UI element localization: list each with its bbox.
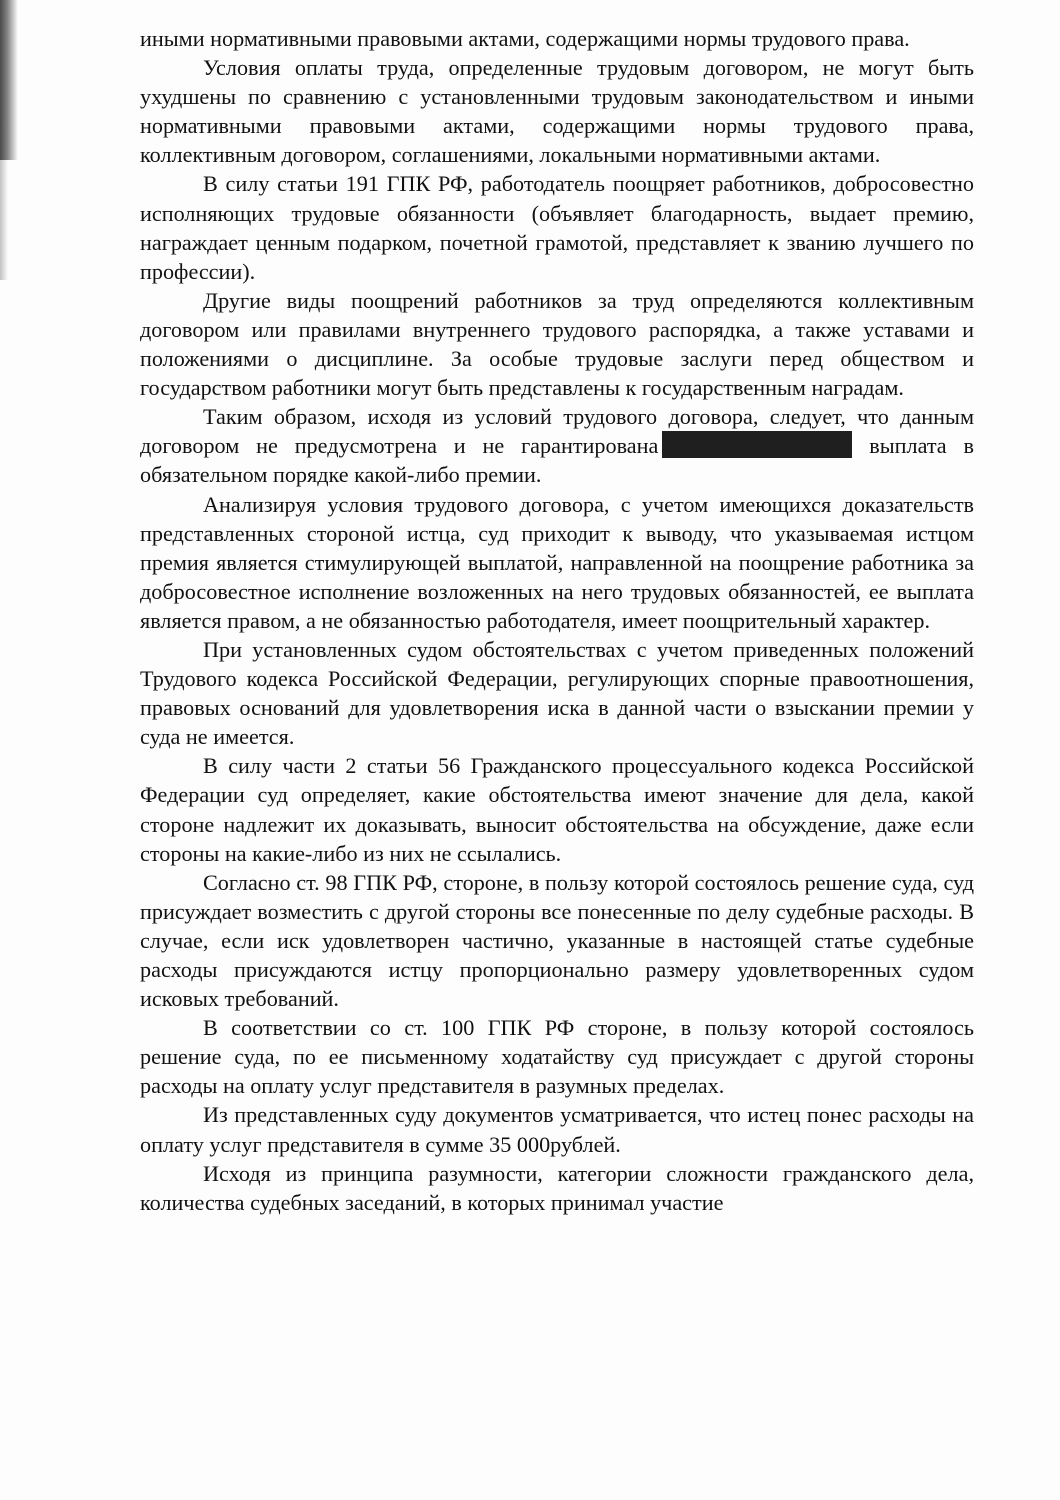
paragraph: В силу статьи 191 ГПК РФ, работодатель поощряет работников, добросовестно исполняющих трудовые обязанности (объявляет благодарность, выдает премию, награждает ценным подарком, почетной грамотой, представляет к званию лучшего по профессии).	[140, 171, 974, 284]
scan-edge-shadow-lower	[0, 160, 8, 280]
paragraph-text-before-redaction: Таким образом, исходя из условий трудового договора, следует, что данным договором не предусмотрена и не гарантирована	[140, 404, 974, 459]
paragraph-with-redaction	[140, 402, 974, 489]
paragraph-text-after-redaction: выплата в обязательном порядке какой-либо премии.	[140, 433, 974, 488]
scan-edge-shadow	[0, 0, 18, 160]
redaction-box	[662, 431, 852, 458]
paragraph: В соответствии со ст. 100 ГПК РФ стороне, в пользу которой состоялось решение суда, по ее письменному ходатайству суд присуждает с другой стороны расходы на оплату услуг представителя в разумных пределах.	[140, 1015, 974, 1099]
paragraph-continued: иными нормативными правовыми актами, содержащими нормы трудового права.	[140, 26, 910, 51]
paragraph: Условия оплаты труда, определенные трудовым договором, не могут быть ухудшены по сравнению с установленными трудовым законодательством и иными нормативными правовыми актами, содержащими нормы трудового права, коллективным договором, соглашениями, локальными нормативными актами.	[140, 55, 974, 168]
paragraph: При установленных судом обстоятельствах с учетом приведенных положений Трудового кодекса Российской Федерации, регулирующих спорные правоотношения, правовых оснований для удовлетворения иска в данной части о взыскании премии у суда не имеется.	[140, 636, 974, 750]
document-body	[140, 24, 974, 1217]
paragraph: Анализируя условия трудового договора, с учетом имеющихся доказательств представленных стороной истца, суд приходит к выводу, что указываемая истцом премия является стимулирующей выплатой, направленной на поощрение работника за добросовестное исполнение возложенных на него трудовых обязанностей, ее выплата является правом, а не обязанностью работодателя, имеет поощрительный характер.	[140, 491, 974, 633]
paragraph: Исходя из принципа разумности, категории сложности гражданского дела, количества судебных заседаний, в которых принимал участие	[140, 1160, 974, 1215]
paragraph: Из представленных суду документов усматривается, что истец понес расходы на оплату услуг представителя в сумме 35 000рублей.	[140, 1102, 974, 1157]
paragraph: Согласно ст. 98 ГПК РФ, стороне, в пользу которой состоялось решение суда, суд присуждает возместить с другой стороны все понесенные по делу судебные расходы. В случае, если иск удовлетворен частично, указанные в настоящей статье судебные расходы присуждаются истцу пропорционально размеру удовлетворенных судом исковых требований.	[140, 869, 974, 1012]
paragraph: Другие виды поощрений работников за труд определяются коллективным договором или правилами внутреннего трудового распорядка, а также уставами и положениями о дисциплине. За особые трудовые заслуги перед обществом и государством работники могут быть представлены к государственным наградам.	[140, 287, 974, 401]
paragraph: В силу части 2 статьи 56 Гражданского процессуального кодекса Российской Федерации суд определяет, какие обстоятельства имеют значение для дела, какой стороне надлежит их доказывать, выносит обстоятельства на обсуждение, даже если стороны на какие-либо из них не ссылались.	[140, 753, 974, 866]
